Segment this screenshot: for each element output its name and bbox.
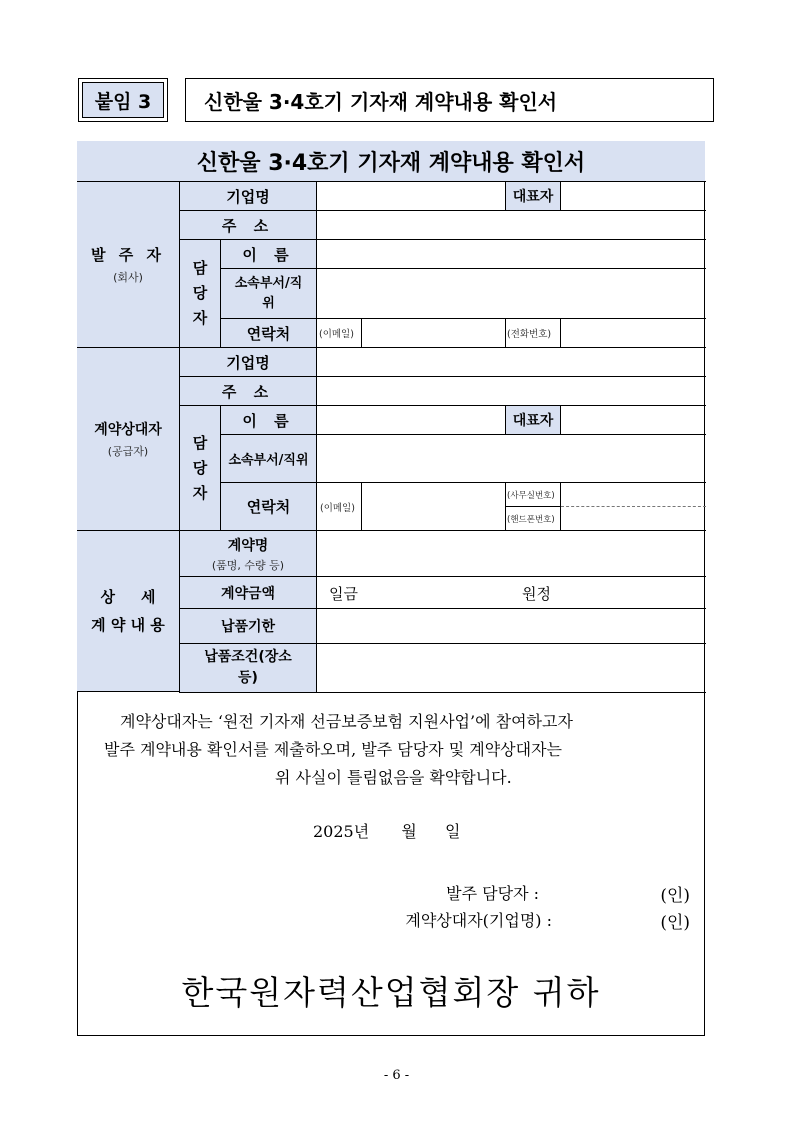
attachment-tag	[78, 78, 168, 122]
attachment-tag-label: 붙임 3	[82, 82, 164, 118]
page-number: - 6 -	[383, 1068, 410, 1083]
supplier-contact-group-label: 담 당 자	[179, 405, 221, 531]
statement-line-2: 발주 계약내용 확인서를 제출하오며, 발주 담당자 및 계약상대자는	[104, 740, 563, 759]
form-title: 신한울 3·4호기 기자재 계약내용 확인서	[77, 141, 705, 182]
contract-amount-field[interactable]	[316, 576, 706, 609]
supplier-mobile-hint: (핸드폰번호)	[507, 514, 555, 525]
supplier-name-field[interactable]	[316, 405, 506, 435]
signature-1-label: 발주 담당자 :	[446, 884, 539, 903]
orderer-dept-field[interactable]	[316, 268, 706, 319]
amount-suffix: 원정	[522, 585, 551, 603]
supplier-name-label: 이 름	[220, 405, 317, 435]
contract-name-label-cell	[179, 530, 317, 577]
supplier-mobile-hint-cell	[505, 506, 561, 531]
supplier-address-label: 주 소	[179, 376, 317, 406]
orderer-phone-label: 연락처	[220, 318, 317, 348]
date-day: 일	[445, 822, 461, 841]
orderer-section-label	[77, 181, 180, 348]
contract-amount-label: 계약금액	[179, 576, 317, 609]
supplier-rep-label: 대표자	[505, 405, 561, 435]
supplier-sub-label: (공급자)	[107, 445, 149, 458]
signature-1-seal: (인)	[660, 886, 690, 906]
orderer-rep-field[interactable]	[560, 181, 706, 211]
orderer-dept-label: 소속부서/직 위	[220, 268, 317, 319]
statement-line-3: 위 사실이 틀림없음을 확약합니다.	[275, 768, 512, 787]
orderer-email-hint: (이메일)	[319, 329, 354, 340]
contract-name-sub: (품명, 수량 등)	[211, 558, 285, 572]
orderer-name-label: 이 름	[220, 239, 317, 269]
orderer-label: 발 주 자	[91, 246, 165, 264]
orderer-rep-label: 대표자	[505, 181, 561, 211]
statement-text	[104, 708, 680, 792]
orderer-company-label: 기업명	[179, 181, 317, 211]
amount-prefix: 일금	[329, 585, 358, 603]
signature-2-seal: (인)	[660, 913, 690, 933]
supplier-company-label: 기업명	[179, 347, 317, 377]
supplier-company-field[interactable]	[316, 347, 706, 377]
supplier-dept-label: 소속부서/직위	[220, 434, 317, 483]
supplier-email-hint: (이메일)	[320, 502, 355, 514]
supplier-section-label	[77, 347, 180, 531]
delivery-terms-field[interactable]	[316, 643, 706, 693]
orderer-email-field[interactable]	[361, 318, 506, 348]
orderer-contact-group-label: 담 당 자	[179, 239, 221, 348]
supplier-phone-field[interactable]	[560, 482, 706, 531]
orderer-name-field[interactable]	[316, 239, 706, 269]
supplier-address-field[interactable]	[316, 376, 706, 406]
date-line	[313, 819, 461, 842]
supplier-email-field[interactable]	[361, 482, 506, 531]
orderer-tel-hint-cell	[505, 318, 561, 348]
header-title: 신한울 3·4호기 기자재 계약내용 확인서	[185, 78, 714, 122]
addressee: 한국원자력산업협회장 귀하	[181, 973, 601, 1012]
delivery-terms-label: 납품조건(장소 등)	[179, 643, 317, 693]
details-label-1: 상 세	[100, 588, 156, 606]
details-label-2: 계 약 내 용	[91, 616, 165, 634]
supplier-office-hint-cell	[505, 482, 561, 507]
delivery-deadline-label: 납품기한	[179, 608, 317, 644]
supplier-rep-field[interactable]	[560, 405, 706, 435]
date-year: 2025년	[313, 822, 370, 841]
orderer-sub-label: (회사)	[113, 271, 143, 284]
confirmation-form	[77, 141, 705, 1036]
details-section-label	[77, 530, 180, 692]
orderer-tel-field[interactable]	[560, 318, 706, 348]
orderer-email-hint-cell	[316, 318, 362, 348]
orderer-address-label: 주 소	[179, 210, 317, 240]
orderer-company-field[interactable]	[316, 181, 506, 211]
supplier-label: 계약상대자	[94, 422, 162, 438]
supplier-office-hint: (사무실번호)	[507, 490, 555, 501]
supplier-email-hint-cell	[316, 482, 362, 531]
phone-divider	[561, 506, 706, 507]
signature-2-label: 계약상대자(기업명) :	[405, 911, 552, 930]
supplier-dept-field[interactable]	[316, 434, 706, 483]
date-month: 월	[401, 822, 417, 841]
contract-name-label: 계약명	[227, 537, 269, 554]
supplier-phone-label: 연락처	[220, 482, 317, 531]
contract-name-field[interactable]	[316, 530, 706, 577]
statement-line-1: 계약상대자는 ‘원전 기자재 선금보증보험 지원사업’에 참여하고자	[120, 712, 573, 731]
orderer-address-field[interactable]	[316, 210, 706, 240]
delivery-deadline-field[interactable]	[316, 608, 706, 644]
orderer-tel-hint: (전화번호)	[507, 329, 552, 340]
